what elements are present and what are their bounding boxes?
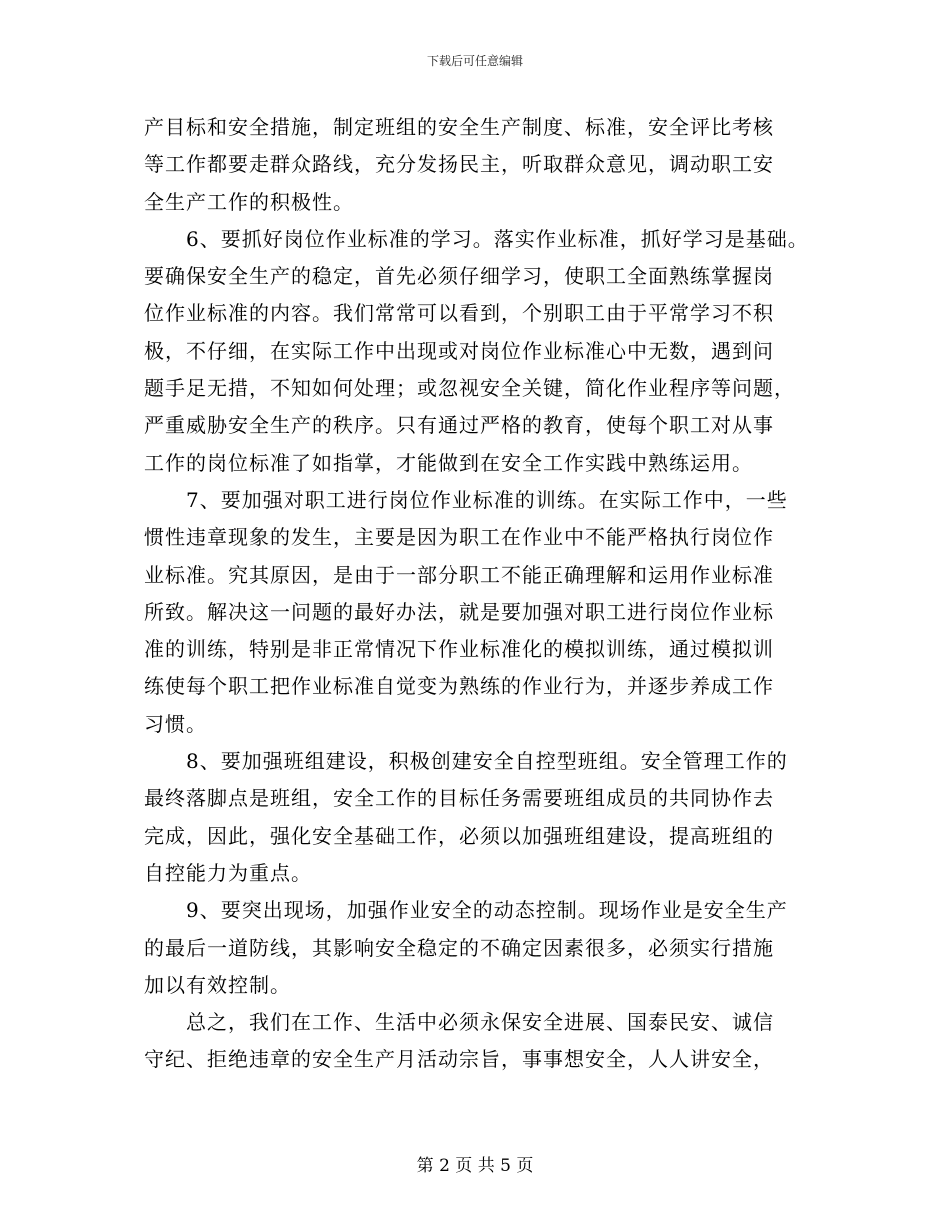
- paragraph-item-8: [144, 743, 824, 892]
- text-line: 总之，我们在工作、生活中必须永保安全进展、国泰民安、诚信: [144, 1010, 774, 1035]
- text-line: 加以有效控制。: [144, 972, 291, 997]
- text-line: 的最后一道防线，其影响安全稳定的不确定因素很多，必须实行措施: [144, 935, 774, 960]
- text-line: 完成，因此，强化安全基础工作，必须以加强班组建设，提高班组的: [144, 823, 774, 848]
- text-line: 工作的岗位标准了如指掌，才能做到在安全工作实践中熟练运用。: [144, 450, 753, 475]
- text-line: 严重威胁安全生产的秩序。只有通过严格的教育，使每个职工对从事: [144, 413, 774, 438]
- text-line: 6、要抓好岗位作业标准的学习。落实作业标准，抓好学习是基础。: [144, 226, 809, 251]
- text-line: 全生产工作的积极性。: [144, 189, 354, 214]
- text-line: 惯性违章现象的发生，主要是因为职工在作业中不能严格执行岗位作: [144, 525, 774, 550]
- text-line: 自控能力为重点。: [144, 860, 312, 885]
- text-line: 最终落脚点是班组，安全工作的目标任务需要班组成员的共同协作去: [144, 786, 774, 811]
- paragraph-summary: [144, 1004, 824, 1079]
- text-line: 8、要加强班组建设，积极创建安全自控型班组。安全管理工作的: [144, 749, 788, 774]
- document-body: [144, 109, 824, 1079]
- text-line: 产目标和安全措施，制定班组的安全生产制度、标准，安全评比考核: [144, 115, 774, 139]
- text-line: 极，不仔细，在实际工作中出现或对岗位作业标准心中无数，遇到问: [144, 338, 774, 363]
- paragraph-item-7: [144, 482, 824, 743]
- paragraph-item-9: [144, 892, 824, 1004]
- page-number-footer: 第 2 页 共 5 页: [416, 1156, 534, 1176]
- text-line: 要确保安全生产的稳定，首先必须仔细学习，使职工全面熟练掌握岗: [144, 264, 774, 289]
- text-line: 题手足无措，不知如何处理；或忽视安全关键，简化作业程序等问题，: [144, 376, 795, 401]
- text-line: 练使每个职工把作业标准自觉变为熟练的作业行为，并逐步养成工作: [144, 674, 774, 699]
- text-line: 守纪、拒绝违章的安全生产月活动宗旨，事事想安全，人人讲安全，: [144, 1047, 774, 1072]
- paragraph-item-6: [144, 221, 824, 482]
- text-line: 准的训练，特别是非正常情况下作业标准化的模拟训练，通过模拟训: [144, 637, 774, 662]
- text-line: 所致。解决这一问题的最好办法，就是要加强对职工进行岗位作业标: [144, 599, 774, 624]
- text-line: 9、要突出现场，加强作业安全的动态控制。现场作业是安全生产: [144, 898, 788, 923]
- paragraph: [144, 109, 824, 221]
- text-line: 位作业标准的内容。我们常常可以看到，个别职工由于平常学习不积: [144, 301, 774, 326]
- text-line: 等工作都要走群众路线，充分发扬民主，听取群众意见，调动职工安: [144, 152, 774, 177]
- page-header: 下载后可任意编辑: [426, 54, 523, 68]
- text-line: 7、要加强对职工进行岗位作业标准的训练。在实际工作中，一些: [144, 487, 788, 512]
- text-line: 习惯。: [144, 711, 207, 736]
- text-line: 业标准。究其原因，是由于一部分职工不能正确理解和运用作业标准: [144, 562, 774, 587]
